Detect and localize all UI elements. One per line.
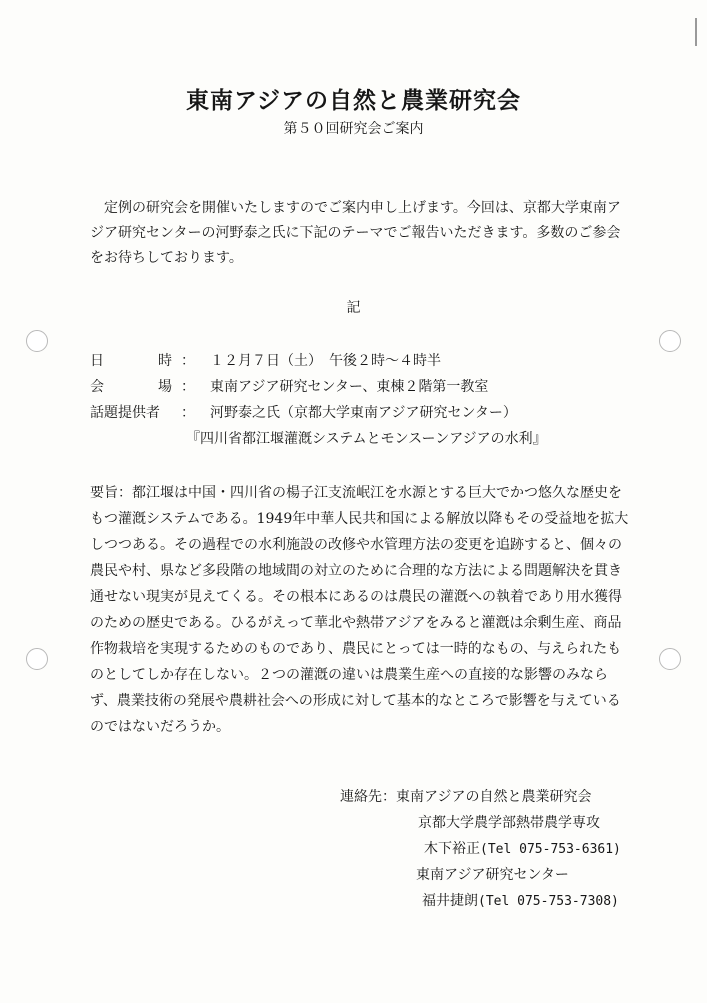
contact-department: 京都大学農学部熱帯農学専攻 (418, 815, 600, 831)
venue-label-char-2: 場 (158, 379, 172, 395)
meeting-details (90, 348, 630, 452)
document-title: 東南アジアの自然と農業研究会 (185, 88, 522, 114)
contact-label: 連絡先：東南アジアの自然と農業研究会 (340, 789, 592, 805)
date-label-char-2: 時 (158, 353, 172, 369)
binder-hole-right-lower (659, 648, 681, 670)
binder-hole-left-upper (26, 330, 48, 352)
venue-value: 東南アジア研究センター、東棟２階第一教室 (210, 379, 489, 395)
contact-person-1-name: 木下裕正 (424, 841, 480, 857)
ki-heading: 記 (346, 300, 361, 316)
binder-hole-left-lower (26, 648, 48, 670)
contact-center: 東南アジア研究センター (416, 867, 569, 883)
venue-colon: ： (181, 379, 195, 395)
contact-person-2-name: 福井捷朗 (422, 893, 478, 909)
summary-paragraph (90, 480, 630, 740)
date-label (90, 348, 172, 374)
intro-paragraph (90, 196, 630, 271)
venue-label (90, 374, 172, 400)
intro-text: 定例の研究会を開催いたしますのでご案内申し上げます。今回は、京都大学東南アジア研究センターの河野泰之氏に下記のテーマでご報告いただきます。多数のご参会をお待ちしております。 (90, 200, 621, 266)
talk-theme: 『四川省都江堰灌漑システムとモンスーンアジアの水利』 (186, 431, 547, 447)
binder-hole-right-upper (659, 330, 681, 352)
venue-row (90, 374, 630, 400)
venue-label-char-1: 会 (90, 379, 104, 395)
summary-text: 要旨：都江堰は中国・四川省の楊子江支流岷江を水源とする巨大でかつ悠久な歴史をもつ灌漑システムである。1949年中華人民共和国による解放以降もその受益地を拡大しつつある。その過程での水利施設の改修や水管理方法の変更を追跡すると、個々の農民や村、県など多段階の地域間の対立のために合理的な方法による問題解決を貫き通せない現実が見えてくる。その根本にあるのは農民の灌漑への執着であり用水獲得のための歴史である。ひるがえって華北や熱帯アジアをみると灌漑は余剰生産、商品作物栽培を実現するためのものであり、農民にとっては一時的なもの、与えられたものとしてしか存在しない。２つの灌漑の違いは農業生産への直接的な影響のみならず、農業技術の発展や農耕社会への形成に対して基本的なところで影響を与えているのではないだろうか。 (90, 485, 629, 735)
date-label-char-1: 日 (90, 353, 104, 369)
contact-person-1 (340, 836, 660, 862)
speaker-row (90, 400, 630, 426)
speaker-label: 話題提供者 (90, 405, 160, 421)
page-edge-mark (695, 18, 697, 46)
contact-person-1-tel: (Tel 075-753-6361) (480, 842, 621, 857)
date-row (90, 348, 630, 374)
speaker-value: 河野泰之氏（京都大学東南アジア研究センター） (210, 405, 517, 421)
speaker-colon: ： (181, 405, 195, 421)
date-value: １２月７日（土） 午後２時～４時半 (210, 353, 441, 369)
document-subtitle: 第５０回研究会ご案内 (283, 121, 424, 137)
contact-block (340, 784, 660, 914)
contact-person-2 (340, 888, 660, 914)
contact-person-2-tel: (Tel 075-753-7308) (478, 894, 619, 909)
date-colon: ： (181, 353, 195, 369)
